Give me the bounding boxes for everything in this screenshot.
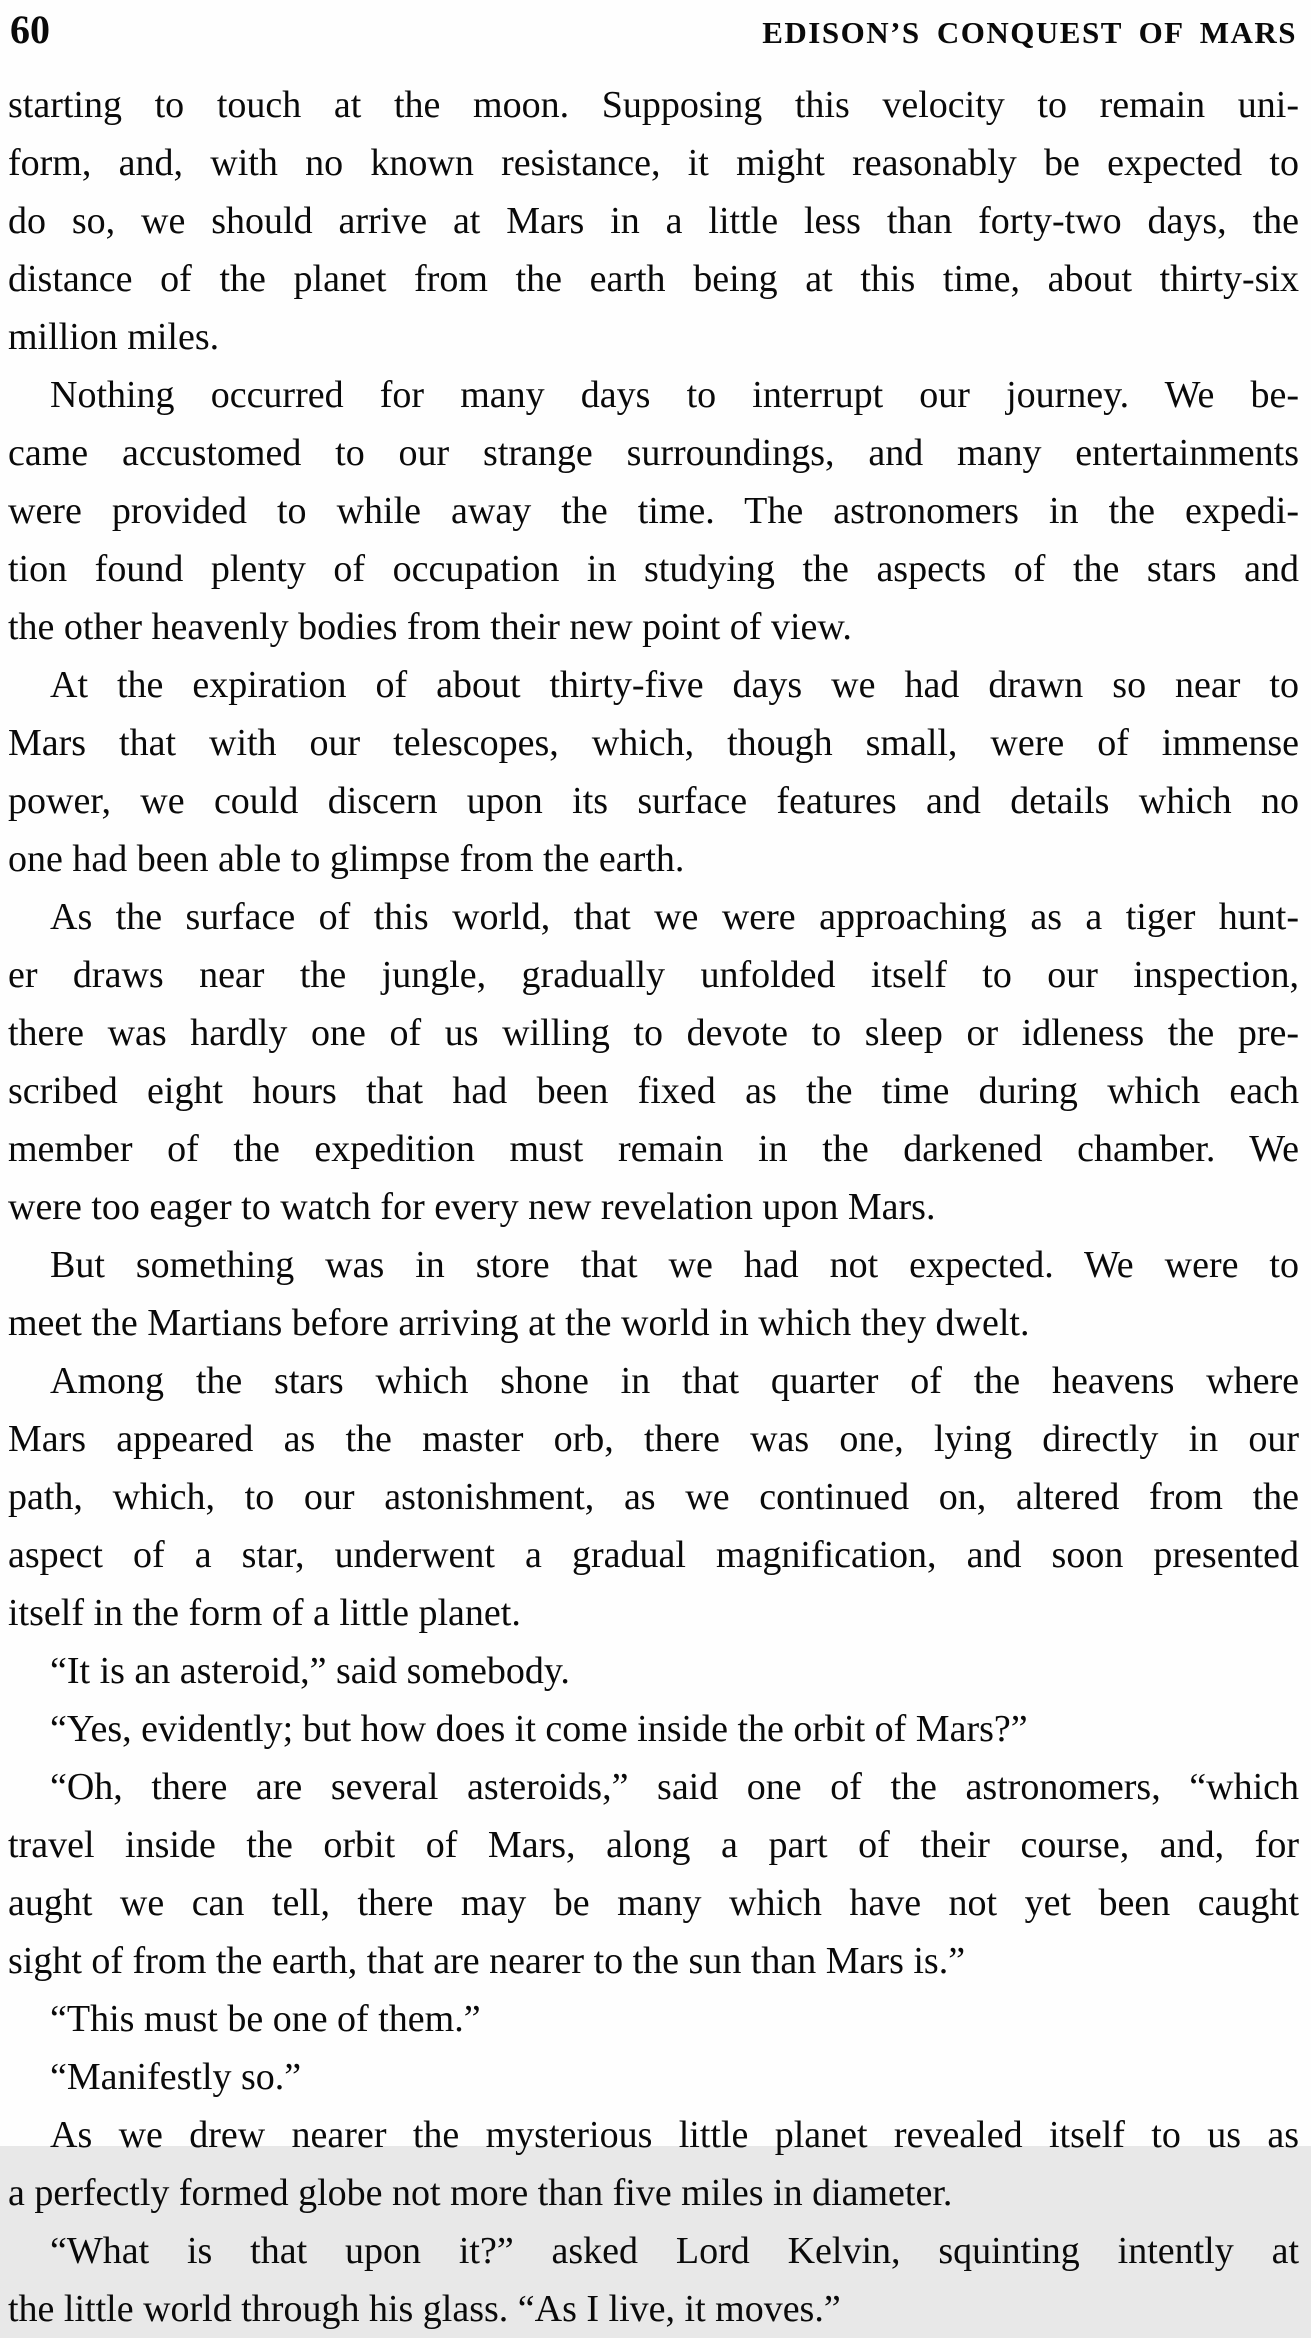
text-line: “This must be one of them.” bbox=[50, 1998, 481, 2040]
text-line: a perfectly formed globe not more than five miles in diameter. bbox=[8, 2172, 953, 2214]
text-line: itself in the form of a little planet. bbox=[8, 1592, 521, 1634]
paragraph bbox=[8, 2106, 1299, 2222]
paragraph bbox=[8, 76, 1299, 366]
text-line: came accustomed to our strange surroundings, and many entertainments bbox=[8, 432, 1299, 474]
text-line: one had been able to glimpse from the earth. bbox=[8, 838, 685, 880]
text-line: were provided to while away the time. The astronomers in the expedi- bbox=[8, 490, 1299, 532]
text-line: As the surface of this world, that we were approaching as a tiger hunt- bbox=[50, 896, 1299, 938]
text-line: “Oh, there are several asteroids,” said one of the astronomers, “which bbox=[50, 1766, 1299, 1808]
text-line: path, which, to our astonishment, as we continued on, altered from the bbox=[8, 1476, 1299, 1518]
paragraph bbox=[8, 656, 1299, 888]
text-line: form, and, with no known resistance, it might reasonably be expected to bbox=[8, 142, 1299, 184]
text-line: “What is that upon it?” asked Lord Kelvin, squinting intently at bbox=[50, 2230, 1299, 2272]
page-header bbox=[0, 0, 1311, 50]
paragraph bbox=[8, 1236, 1299, 1352]
paragraph bbox=[8, 1758, 1299, 1990]
paragraph bbox=[8, 1700, 1299, 1758]
text-line: do so, we should arrive at Mars in a little less than forty-two days, the bbox=[8, 200, 1299, 242]
text-line: there was hardly one of us willing to devote to sleep or idleness the pre- bbox=[8, 1012, 1299, 1054]
paragraph bbox=[8, 2222, 1299, 2338]
text-line: As we drew nearer the mysterious little planet revealed itself to us as bbox=[50, 2114, 1299, 2156]
paragraph bbox=[8, 1990, 1299, 2048]
text-line: Mars appeared as the master orb, there was one, lying directly in our bbox=[8, 1418, 1299, 1460]
text-line: At the expiration of about thirty-five days we had drawn so near to bbox=[50, 664, 1299, 706]
page-body bbox=[0, 50, 1311, 2338]
running-title: EDISON’S CONQUEST OF MARS bbox=[762, 15, 1297, 50]
text-line: “It is an asteroid,” said somebody. bbox=[50, 1650, 570, 1692]
paragraph bbox=[8, 2048, 1299, 2106]
text-line: distance of the planet from the earth being at this time, about thirty-six bbox=[8, 258, 1299, 300]
text-line: the little world through his glass. “As I live, it moves.” bbox=[8, 2288, 841, 2330]
text-line: tion found plenty of occupation in studying the aspects of the stars and bbox=[8, 548, 1299, 590]
text-line: But something was in store that we had not expected. We were to bbox=[50, 1244, 1299, 1286]
text-line: starting to touch at the moon. Supposing this velocity to remain uni- bbox=[8, 84, 1299, 126]
text-line: er draws near the jungle, gradually unfolded itself to our inspection, bbox=[8, 954, 1299, 996]
paragraph bbox=[8, 1352, 1299, 1642]
text-line: scribed eight hours that had been fixed as the time during which each bbox=[8, 1070, 1299, 1112]
text-line: “Yes, evidently; but how does it come inside the orbit of Mars?” bbox=[50, 1708, 1028, 1750]
text-line: Among the stars which shone in that quarter of the heavens where bbox=[50, 1360, 1299, 1402]
text-line: Mars that with our telescopes, which, though small, were of immense bbox=[8, 722, 1299, 764]
text-line: were too eager to watch for every new revelation upon Mars. bbox=[8, 1186, 936, 1228]
text-line: aught we can tell, there may be many which have not yet been caught bbox=[8, 1882, 1299, 1924]
text-line: power, we could discern upon its surface features and details which no bbox=[8, 780, 1299, 822]
text-line: travel inside the orbit of Mars, along a part of their course, and, for bbox=[8, 1824, 1299, 1866]
paragraph bbox=[8, 366, 1299, 656]
text-line: the other heavenly bodies from their new point of view. bbox=[8, 606, 852, 648]
text-line: Nothing occurred for many days to interrupt our journey. We be- bbox=[50, 374, 1299, 416]
text-line: “Manifestly so.” bbox=[50, 2056, 302, 2098]
paragraph bbox=[8, 1642, 1299, 1700]
page-number: 60 bbox=[10, 7, 50, 52]
text-line: aspect of a star, underwent a gradual magnification, and soon presented bbox=[8, 1534, 1299, 1576]
paragraph bbox=[8, 888, 1299, 1236]
text-line: meet the Martians before arriving at the world in which they dwelt. bbox=[8, 1302, 1030, 1344]
text-line: member of the expedition must remain in the darkened chamber. We bbox=[8, 1128, 1299, 1170]
text-line: million miles. bbox=[8, 316, 220, 358]
text-line: sight of from the earth, that are nearer to the sun than Mars is.” bbox=[8, 1940, 966, 1982]
